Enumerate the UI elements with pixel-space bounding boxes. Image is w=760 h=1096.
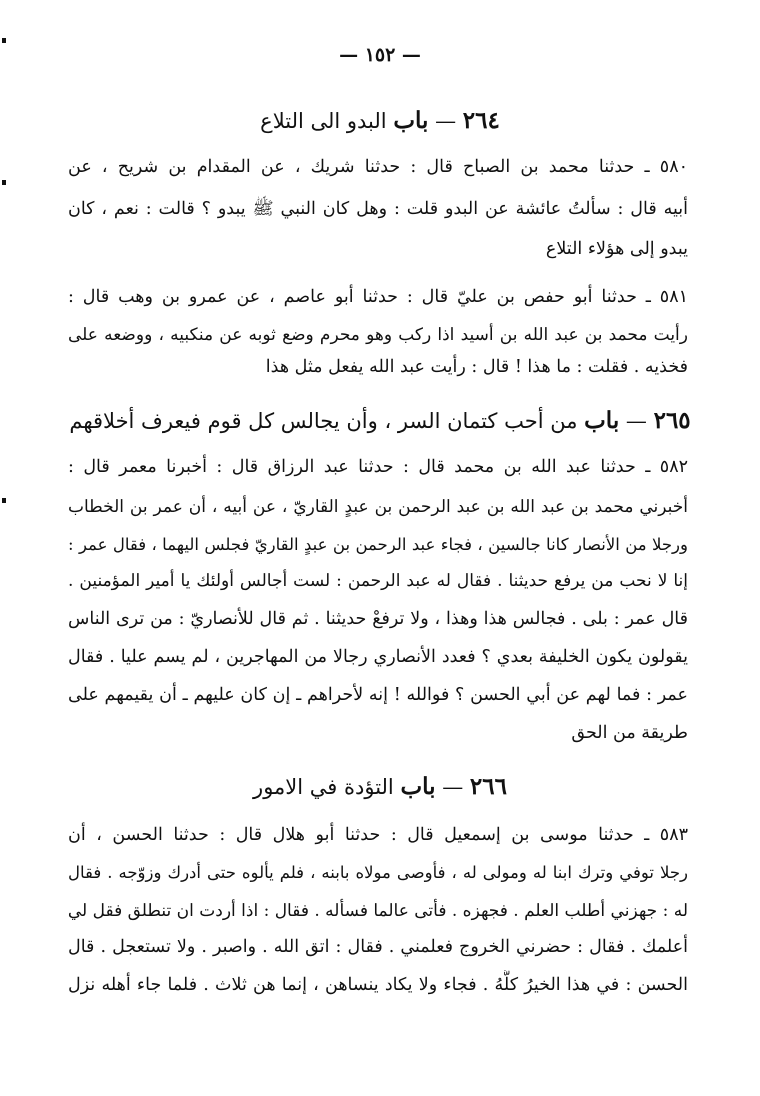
text-line: رأيت محمد بن عبد الله بن أسيد اذا ركب وهو محرم وضع ثوبه عن منكبيه ، ووضعه على	[68, 325, 688, 345]
margin-mark	[2, 180, 6, 185]
text-line: قال عمر : بلى . فجالس هذا وهذا ، ولا ترفعْ حديثنا . ثم قال للأنصاريّ : من ترى الناس	[68, 609, 688, 629]
text-line: أخبرني محمد بن عبد الله بن عبد الرحمن بن عبدٍ القاريّ ، عن أبيه ، أن عمر بن الخطاب	[68, 497, 688, 517]
chapter-heading: ٢٦٥ — باب من أحب كتمان السر ، وأن يجالس كل قوم فيعرف أخلاقهم	[69, 407, 691, 434]
text-line: ٥٨٢ ـ حدثنا عبد الله بن محمد قال : حدثنا عبد الرزاق قال : أخبرنا معمر قال :	[68, 457, 688, 477]
chapter-title: من أحب كتمان السر ، وأن يجالس كل قوم فيعرف أخلاقهم	[69, 409, 578, 433]
text-line: يبدو إلى هؤلاء التلاع	[545, 239, 688, 259]
text-line: عمر : فما لهم عن أبي الحسن ؟ فوالله ! إنه لأحراهم ـ إن كان عليهم ـ أن يقيمهم على	[68, 685, 688, 705]
chapter-heading: ٢٦٦ — باب التؤدة في الامور	[253, 773, 507, 800]
margin-mark	[2, 498, 6, 503]
text-line: طريقة من الحق	[571, 723, 688, 743]
chapter-number: ٢٦٤	[462, 107, 500, 134]
text-line: يقولون يكون الخليفة بعدي ؟ فعدد الأنصاري رجالا من المهاجرين ، لم يسم عليا . فقال	[68, 647, 688, 667]
text-line: أبيه قال : سألتُ عائشة عن البدو قلت : وهل كان النبي ﷺ يبدو ؟ قالت : نعم ، كان	[68, 199, 688, 219]
margin-mark	[2, 38, 6, 43]
text-line: له : جهزني أطلب العلم . فجهزه . فأتى عالما فسأله . فقال : اذا أردت ان تنطلق فقل لي	[68, 901, 688, 921]
chapter-title: البدو الى التلاع	[260, 109, 387, 133]
chapter-number: ٢٦٦	[469, 773, 507, 800]
text-line: ورجلا من الأنصار كانا جالسين ، فجاء عبد الرحمن بن عبدٍ القاريّ فجلس اليهما ، فقال عمر :	[68, 535, 688, 554]
chapter-title: التؤدة في الامور	[253, 775, 394, 799]
bab-label: باب	[393, 107, 429, 134]
text-line: ٥٨١ ـ حدثنا أبو حفص بن عليّ قال : حدثنا أبو عاصم ، عن عمرو بن وهب قال :	[68, 287, 688, 307]
text-line: ٥٨٣ ـ حدثنا موسى بن إسمعيل قال : حدثنا أبو هلال قال : حدثنا الحسن ، أن	[68, 825, 688, 845]
text-line: أعلمك . فقال : حضرني الخروج فعلمني . فقال : اتق الله . واصبر . ولا تستعجل . قال	[68, 937, 688, 957]
text-line: رجلا توفي وترك ابنا له ومولى له ، فأوصى مولاه بابنه ، فلم يألوه حتى أدرك وزوّجه . فقال	[68, 863, 688, 882]
text-line: فخذيه . فقلت : ما هذا ! قال : رأيت عبد الله يفعل مثل هذا	[265, 357, 688, 377]
chapter-heading: ٢٦٤ — باب البدو الى التلاع	[260, 107, 500, 134]
text-line: ٥٨٠ ـ حدثنا محمد بن الصباح قال : حدثنا شريك ، عن المقدام بن شريح ، عن	[68, 157, 688, 177]
chapter-number: ٢٦٥	[653, 407, 691, 434]
bab-label: باب	[584, 407, 620, 434]
bab-label: باب	[400, 773, 436, 800]
page-number: — ١٥٢ —	[339, 44, 421, 66]
text-line: إنا لا نحب من يرفع حديثنا . فقال له عبد الرحمن : لست أجالس أولئك يا أمير المؤمنين .	[68, 571, 688, 591]
text-line: الحسن : في هذا الخيرُ كلُّهُ . فجاء ولا يكاد ينساهن ، إنما هن ثلاث . فلما جاء أهله نزل	[68, 975, 688, 995]
